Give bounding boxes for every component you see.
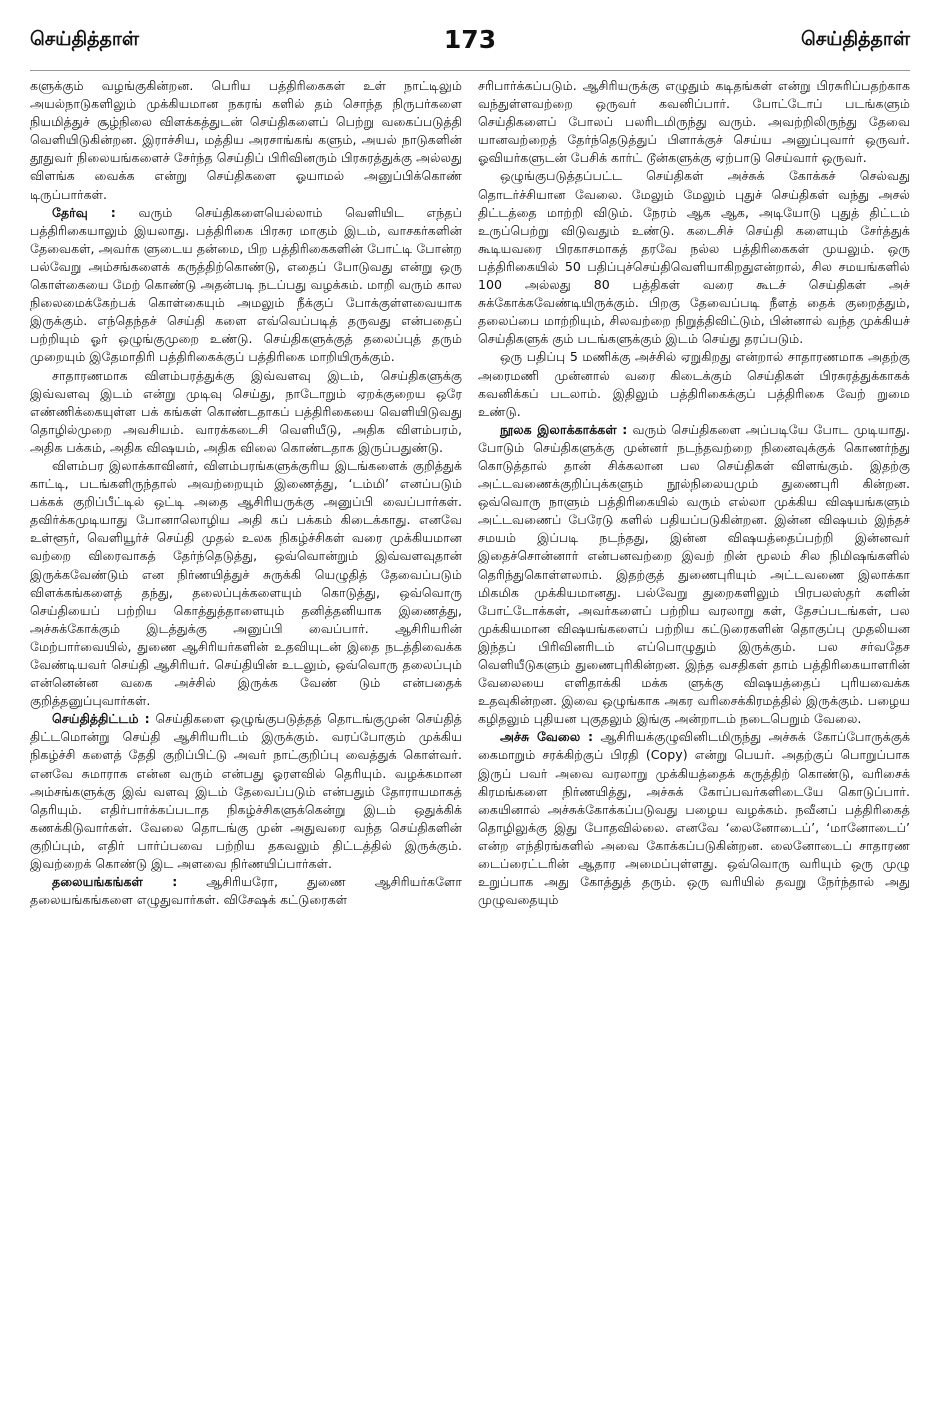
page-header [30,25,910,71]
running-head-left: செய்தித்தாள் [30,28,139,50]
paragraph [30,873,462,909]
right-column [478,77,910,909]
paragraph [478,167,910,348]
paragraph [478,421,910,729]
paragraph-text: சாதாரணமாக விளம்பரத்துக்கு இவ்வளவு இடம், செய்திகளுக்கு இவ்வளவு இடம் என்று முடிவு செய்து, நாடோறும் ஏறக்குறைய ஒரே எண்ணிக்கையுள்ள பக் கங்கள் கொண்டதாகப் பத்திரிகையை வெளியிடுவது தொழில்முறை அவசியம். வாரக்கடைசி வெளியீடு, அதிக விளம்பரம், அதிக பக்கம், அதிக விஷயம், அதிக விலை கொண்டதாக இருப்பதுண்டு. [30,367,462,455]
text-columns [30,77,910,909]
paragraph [478,728,910,909]
paragraph [30,204,462,367]
paragraph-text: சரிபார்க்கப்படும். ஆசிரியருக்கு எழுதும் கடிதங்கள் என்று பிரசுரிப்பதற்காக வந்துள்ளவற்றை ஒருவர் கவனிப்பார். போட்டோப் படங்களும் செய்திகளைப் போலப் பலரிடமிருந்து வரும். அவற்றிலிருந்து தேவை யானவற்றைத் தேர்ந்தெடுத்துப் பிளாக்குச் செய்ய அனுப்புவார் ஒருவர். ஓவியர்களுடன் பேசிக் கார்ட் டூன்களுக்கு ஏற்பாடு செய்வார் ஒருவர். [478,78,910,166]
paragraph-text: களுக்கும் வழங்குகின்றன. பெரிய பத்திரிகைகள் உள் நாட்டிலும் அயல்நாடுகளிலும் முக்கியமான நகரங் களில் தம் சொந்த நிருபர்களை நியமித்துச் சூழ்நிலை விளக்கத்துடன் செய்திகளைப் பெற்று வகைப்படுத்தி வெளியிடுகின்றன. இராச்சிய, மத்திய அரசாங்கங் களும், அயல் நாடுகளின் தூதுவர் நிலையங்களைச் சேர்ந்த செய்திப் பிரிவினரும் பிரசுரத்துக்கு அல்லது விளங்க வைக்க என்று செய்திகளை ஓயாமல் அனுப்பிக்கொண் டிருப்பார்கள். [30,78,462,202]
paragraph-text: ஒழுங்குபடுத்தப்பட்ட செய்திகள் அச்சுக் கோக்கச் செல்வது தொடர்ச்சியான வேலை. மேலும் மேலும் புதுச் செய்திகள் வந்து அசல் திட்டத்தை மாற்றி விடும். நேரம் ஆக ஆக, அடியோடு புதுத் திட்டம் உருப்பெற்று விடுவதும் உண்டு. கடைசிச் செய்தி களையும் சேர்த்துக் கூடியவரை பிரகாசமாகத் தரவே நல்ல பத்திரிகைகள் முயலும். ஒரு பத்திரிகையில் 50 பதிப்புச்செய்திவெளியாகிறதுஎன்றால், சில சமயங்களில் 100 அல்லது 80 பத்திகள் வரை கூடச் செய்திகள் அச் சுக்கோக்கவேண்டியிருக்கும். பிறகு தேவைப்படி நீளத் தைக் குறைத்தும், தலைப்பை மாற்றியும், சிலவற்றை நிறுத்திவிட்டும், பின்னால் வந்த முக்கியச் செய்திகளுக் கும் படங்களுக்கும் இடம் செய்து தரப்படும். [478,168,910,347]
paragraph-text: விளம்பர இலாக்காவினர், விளம்பரங்களுக்குரிய இடங்களைக் குறித்துக் காட்டி, படங்களிருந்தால் அவற்றையும் இணைத்து, ‘டம்மி’ எனப்படும் பக்கக் குறிப்பீட்டில் ஒட்டி அதை ஆசிரியருக்கு அனுப்பி வைப்பார்கள். தவிர்க்கமுடியாது போனாலொழிய அதி கப் பக்கம் கிடைக்காது. எனவே உள்ளூர், வெளியூர்ச் செய்தி முதல் உலக நிகழ்ச்சிகள் வரை முக்கியமான வற்றை விரைவாகத் தேர்ந்தெடுத்து, ஒவ்வொன்றும் இவ்வளவுதான் இருக்கவேண்டும் என நிர்ணயித்துச் சுருக்கி யெழுதித் தேவைப்படும் விளக்கங்களைத் தந்து, தலைப்புக்களையும் கொடுத்து, ஒவ்வொரு செய்தியைப் பற்றிய கொத்துத்தாளையும் தனித்தனியாக இணைத்து, அச்சுக்கோக்கும் இடத்துக்கு அனுப்பி வைப்பார். ஆசிரியரின் மேற்பார்வையில், துணை ஆசிரியர்களின் உதவியுடன் இதை நடத்திவைக்க வேண்டியவர் செய்தி ஆசிரியர். செய்தியின் உடலும், ஒவ்வொரு தலைப்பும் என்னென்ன வகை அச்சில் இருக்க வேண் டும் என்பதைக் குறித்தனுப்புவார்கள். [30,457,462,709]
paragraph [30,710,462,873]
section-lead: செய்தித்திட்டம் : [52,711,150,727]
section-lead: தலையங்கங்கள் : [52,874,178,890]
paragraph [30,457,462,710]
paragraph [30,77,462,204]
paragraph [478,77,910,167]
section-lead: அச்சு வேலை : [500,729,594,745]
paragraph-text: ஒரு பதிப்பு 5 மணிக்கு அச்சில் ஏறுகிறது என்றால் சாதாரணமாக அதற்கு அரைமணி முன்னால் வரை கிடைக்கும் செய்திகள் பிரசுரத்துக்காகக் கவனிக்கப் படலாம். இதிலும் பத்திரிகைக்குப் பத்திரிகை வேற் றுமை உண்டு. [478,349,910,419]
left-column [30,77,462,909]
section-lead: நூலக இலாக்காக்கள் : [500,421,628,437]
section-lead: தேர்வு : [52,204,116,220]
running-head-right: செய்தித்தாள் [801,28,910,50]
paragraph-text: வரும் செய்திகளை அப்படியே போட முடியாது. போடும் செய்திகளுக்கு முன்னர் நடந்தவற்றை நினைவுக்குக் கொணர்ந்து கொடுத்தால் தான் சிக்கலான பல செய்திகள் விளங்கும். இதற்கு அட்டவணைக்குறிப்புக்களும் நூல்நிலையமும் துணைபுரி கின்றன. ஒவ்வொரு நாளும் பத்திரிகையில் வரும் எல்லா முக்கிய விஷயங்களும் அட்டவணைப் பேரேடு களில் பதியப்படுகின்றன. இன்ன விஷயம் இந்தச் சமயம் இப்படி நடந்தது, இன்ன விஷயத்தைப்பற்றி இன்னவர் இதைச்சொன்னார் என்பனவற்றை இவற் றின் மூலம் சில நிமிஷங்களில் தெரிந்துகொள்ளலாம். இதற்குத் துணைபுரியும் அட்டவணை இலாக்கா மிகமிக முக்கியமானது. பல்வேறு துறைகளிலும் பிரபலஸ்தர் களின் போட்டோக்கள், அவர்களைப் பற்றிய வரலாறு கள், தேசப்படங்கள், பல முக்கியமான விஷயங்களைப் பற்றிய கட்டுரைகளின் தொகுப்பு முதலியன இந்தப் பிரிவினரிடம் எப்பொழுதும் இருக்கும். பல சர்வதேச வெளியீடுகளும் துணைபுரிகின்றன. இந்த வசதிகள் தாம் பத்திரிகையாளரின் வேலையை எளிதாக்கி மக்க ளுக்கு விஷயத்தைப் புரியவைக்க உதவுகின்றன. இவை ஒழுங்காக அகர வரிசைக்கிரமத்தில் இருக்கும். பழைய கழிதலும் புதியன புகுதலும் இங்கு அன்றாடம் நடைபெறும் வேலை. [478,421,910,727]
paragraph-text: செய்திகளை ஒழுங்குபடுத்தத் தொடங்குமுன் செய்தித் திட்டமொன்று செய்தி ஆசிரியரிடம் இருக்கும். வரப்போகும் முக்கிய நிகழ்ச்சி களைத் தேதி குறிப்பிட்டு அவர் நாட்குறிப்பு வைத்துக் கொள்வர். எனவே சுமாராக என்ன வரும் என்பது ஓரளவில் தெரியும். வழக்கமான அம்சங்களுக்கு இவ் வளவு இடம் தேவைப்படும் என்பதும் தோராயமாகத் தெரியும். எதிர்பார்க்கப்படாத நிகழ்ச்சிகளுக்கென்று இடம் ஒதுக்கிக் கணக்கிடுவார்கள். வேலை தொடங்கு முன் அதுவரை வந்த செய்திகளின் குறிப்பும், எதிர் பார்ப்பவை பற்றிய தகவலும் திட்டத்தில் இருக்கும். இவற்றைக் கொண்டு இட அளவை நிர்ணயிப்பார்கள். [30,711,463,872]
paragraph-text: ஆசிரியக்குழுவினிடமிருந்து அச்சுக் கோப்போருக்குக் கைமாறும் சரக்கிற்குப் பிரதி (Copy) என்று பெயர். அதற்குப் பொறுப்பாக இருப் பவர் அவை வரலாறு முக்கியத்தைக் கருத்திற் கொண்டு, வரிசைக் கிரமங்களை நிர்ணயித்து, அச்சுக் கோப்பவர்களிடையே கொடுப்பார். கையினால் அச்சுக்கோக்கப்படுவது பழைய வழக்கம். நவீனப் பத்திரிகைத் தொழிலுக்கு இது போதவில்லை. எனவே ‘லைனோடைப்’, ‘மானோடைப்’ என்ற எந்திரங்களில் அவை கோக்கப்படுகின்றன. லைனோடைப் சாதாரண டைப்ரைட்டரின் ஆதார அமைப்புள்ளது. ஒவ்வொரு வரியும் ஒரு முழு உறுப்பாக அது கோத்துத் தரும். ஒரு வரியில் தவறு நேர்ந்தால் அது முழுவதையும் [478,729,910,908]
paragraph [478,348,910,420]
paragraph [30,367,462,457]
paragraph-text: ஆசிரியரோ, துணை ஆசிரியர்களோ தலையங்கங்களை எழுதுவார்கள். விசேஷக் கட்டுரைகள் [30,874,462,908]
paragraph-text: வரும் செய்திகளையெல்லாம் வெளியிட எந்தப் பத்திரிகையாலும் இயலாது. பத்திரிகை பிரசுர மாகும் இடம், வாசகர்களின் தேவைகள், அவர்க ளுடைய தன்மை, பிற பத்திரிகைகளின் போட்டி போன்ற பல்வேறு அம்சங்களைக் கருத்திற்கொண்டு, எதைப் போடுவது என்று ஒரு கொள்கையை மேற் கொண்டு அதன்படி நடப்பது வழக்கம். மாறி வரும் கால நிலைமைக்கேற்பக் கொள்கையும் அமலும் நீக்குப் போக்குள்ளவையாக இருக்கும். எந்தெந்தச் செய்தி களை எவ்வெப்படித் தருவது என்பதைப் பற்றியும் ஓர் ஒழுங்குமுறை உண்டு. செய்திகளுக்குத் தலைப்புத் தரும் முறையும் இதேமாதிரி பத்திரிகைக்குப் பத்திரிகை மாறியிருக்கும். [30,204,462,365]
page-number: 173 [443,25,497,54]
